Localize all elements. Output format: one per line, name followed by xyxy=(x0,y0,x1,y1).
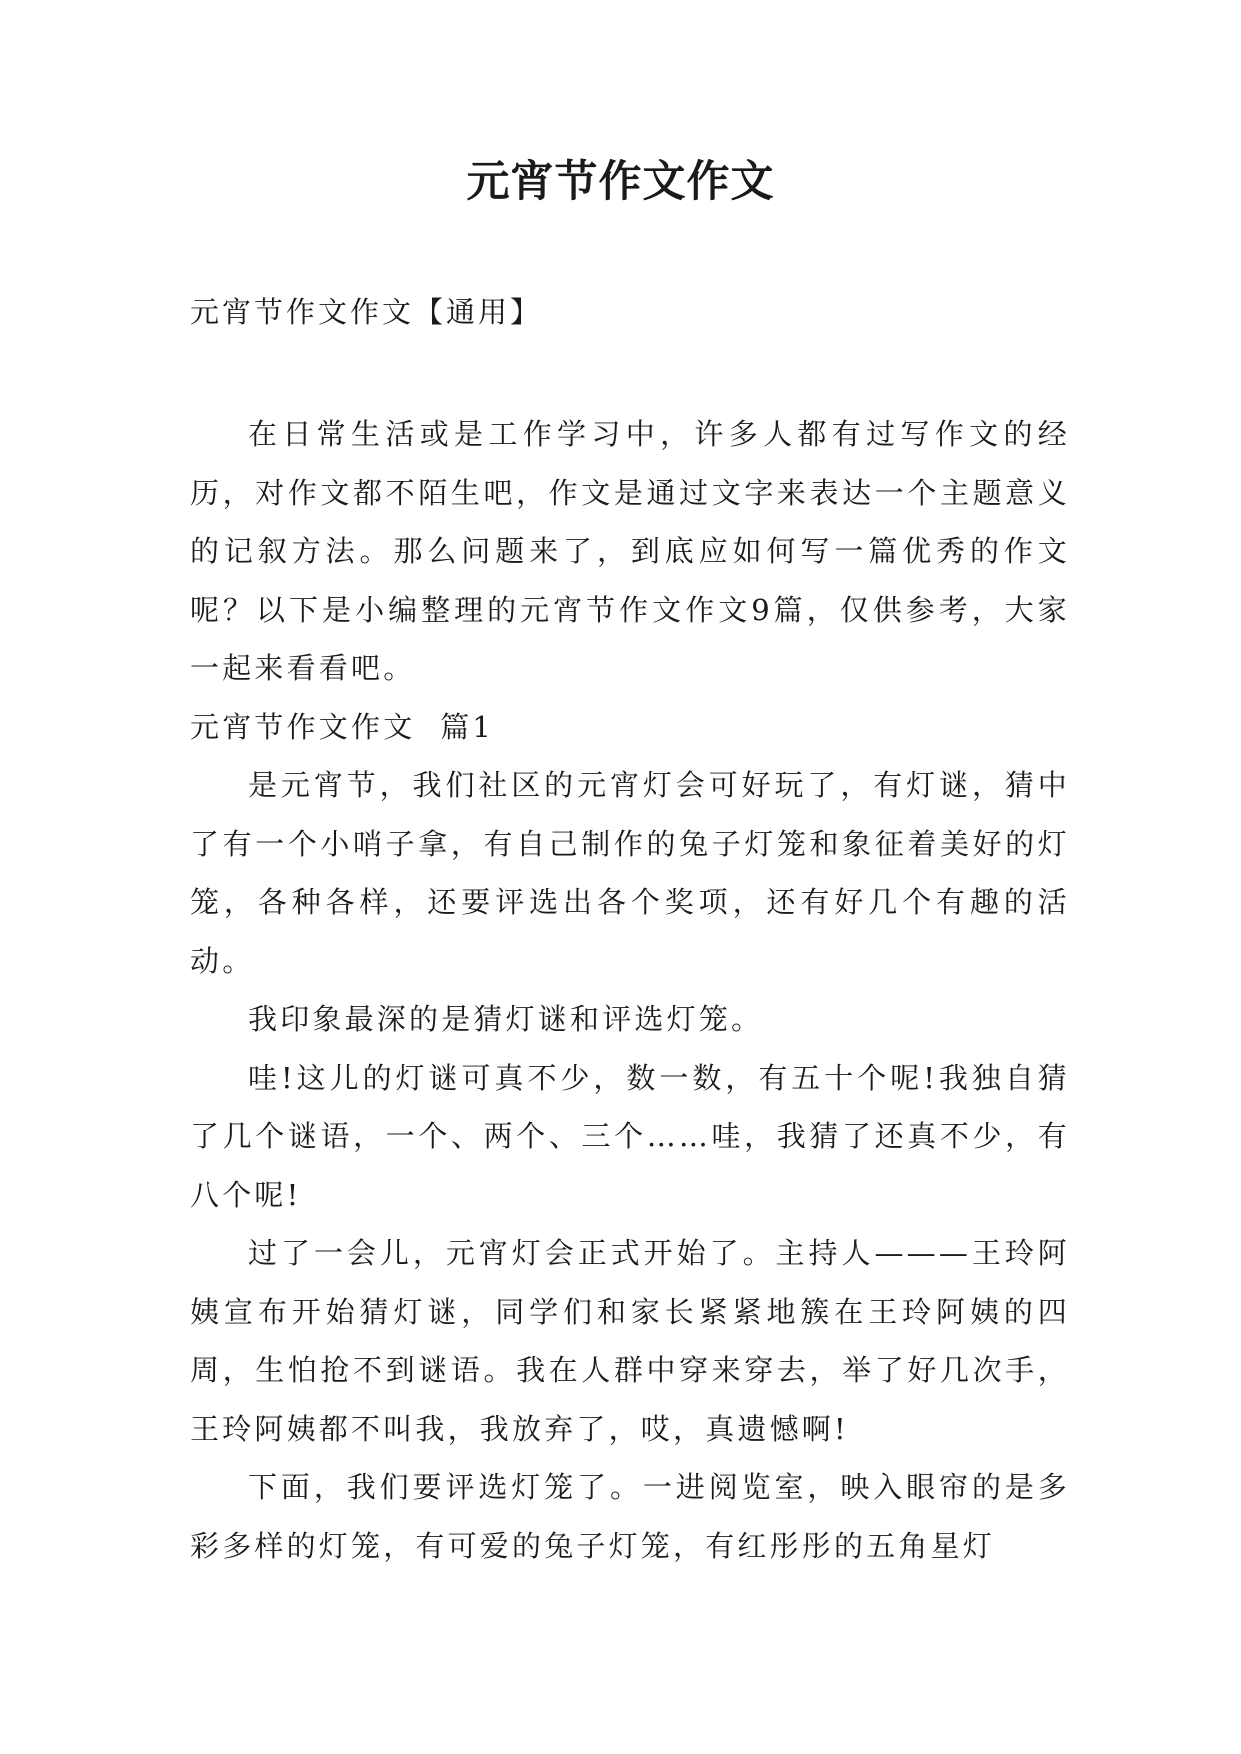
body-paragraph: 过了一会儿，元宵灯会正式开始了。主持人———王玲阿姨宣布开始猜灯谜，同学们和家长紧紧地簇在王玲阿姨的四周，生怕抢不到谜语。我在人群中穿来穿去，举了好几次手，王玲阿姨都不叫我，我放弃了，哎，真遗憾啊! xyxy=(190,1236,1070,1446)
body-paragraph: 是元宵节，我们社区的元宵灯会可好玩了，有灯谜，猜中了有一个小哨子拿，有自己制作的兔子灯笼和象征着美好的灯笼，各种各样，还要评选出各个奖项，还有好几个有趣的活动。 xyxy=(190,768,1070,978)
body-paragraph: 我印象最深的是猜灯谜和评选灯笼。 xyxy=(248,1002,764,1036)
document-body xyxy=(190,405,1070,1575)
section-heading: 元宵节作文作文 篇1 xyxy=(190,709,495,744)
document-subtitle: 元宵节作文作文【通用】 xyxy=(190,295,543,329)
body-paragraph: 哇!这儿的灯谜可真不少，数一数，有五十个呢!我独自猜了几个谜语，一个、两个、三个……哇，我猜了还真不少，有八个呢! xyxy=(190,1060,1070,1212)
body-paragraph: 下面，我们要评选灯笼了。一进阅览室，映入眼帘的是多彩多样的灯笼，有可爱的兔子灯笼，有红彤彤的五角星灯 xyxy=(190,1470,1070,1563)
intro-paragraph: 在日常生活或是工作学习中，许多人都有过写作文的经历，对作文都不陌生吧，作文是通过文字来表达一个主题意义的记叙方法。那么问题来了，到底应如何写一篇优秀的作文呢？以下是小编整理的元宵节作文作文9篇，仅供参考，大家一起来看看吧。 xyxy=(190,417,1070,685)
document-title: 元宵节作文作文 xyxy=(466,157,775,207)
